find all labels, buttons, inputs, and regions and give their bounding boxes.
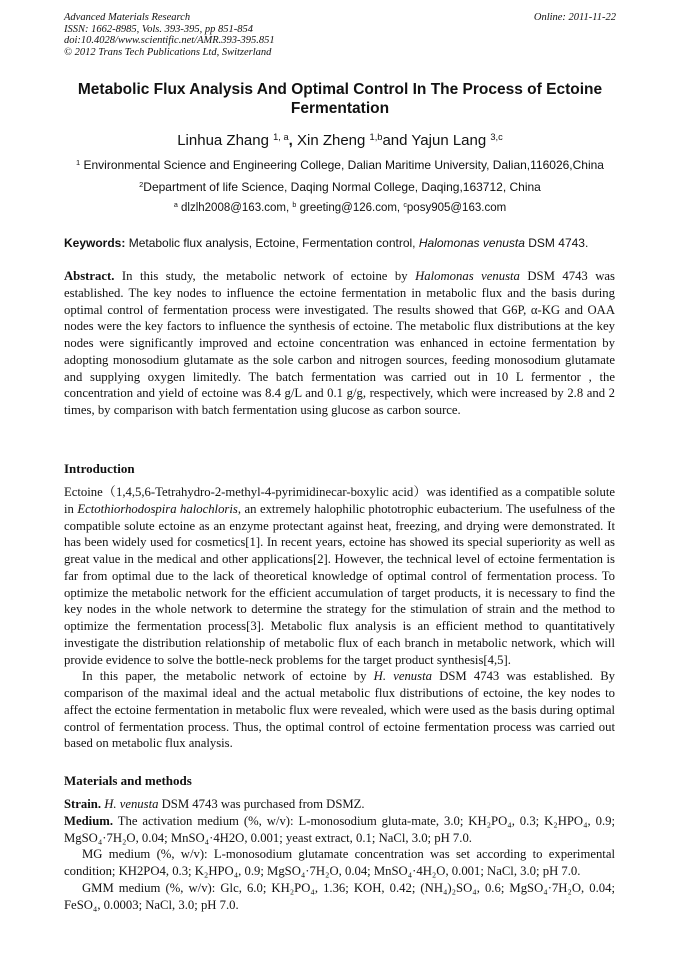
author-superscript: 1,b [369,131,383,142]
affiliation-marker: 2 [139,179,144,189]
strain-label: Strain. [64,797,102,811]
paragraph-text: The activation medium (%, w/v): L-monosodium gluta-mate, 3.0; KH₂PO₄, 0.3; K₂HPO₄, 0.9; MgSO₄·7H₂O, 0.04; MnSO₄·4H2O, 0.001; yeast extract, 0.1; NaCl, 3.0; pH 7.0. [64,813,616,845]
affiliation-1 [60,158,620,172]
abstract-paragraph [64,268,615,419]
online-date: Online: 2011-11-22 [533,12,616,23]
affiliation-marker: 1 [76,157,81,167]
email-line [60,202,620,214]
paragraph-text: In this paper, the metabolic network of ectoine by [82,669,367,684]
paragraph-text: DSM 4743 was established. By comparison of the maximal ideal and the actual metabolic flux distributions of ectoine, the key nodes to affect the ectoine fermentation in metabolic flux were revealed, which were used as the basis during optimal control of fermentation process. Thus, the optimal control of ectoine fermentation process was carried out based on metabolic flux analysis. [64,669,616,751]
species-name: Halomonas venusta [415,269,520,283]
methods-heading: Materials and methods [64,773,192,788]
author-separator: , [288,132,293,149]
email-link[interactable]: greeting@126.com, [299,202,401,214]
author-list [64,132,616,149]
author-name: Xin Zheng [292,132,366,149]
affiliation-text: Environmental Science and Engineering College, Dalian Maritime University, Dalian,116026,China [83,158,604,172]
affiliation-text: Department of life Science, Daqing Normal College, Daqing,163712, China [143,180,541,194]
mg-medium-paragraph: MG medium (%, w/v): L-monosodium glutamate concentration was set according to experimental condition; KH2PO4, 0.3; K₂HPO₄, 0.9; MgSO₄·7H₂O, 0.04; MnSO₄·4H₂O, 0.001; NaCl, 3.0; pH 7.0. [64,847,615,878]
journal-name: Advanced Materials Research [64,12,191,23]
author-superscript: 1, a [273,131,289,142]
methods-body [64,796,615,913]
introduction-paragraph [64,484,615,668]
email-marker: a [173,201,178,210]
keywords-strain: DSM 4743. [528,236,589,250]
email-link[interactable]: posy905@163.com [406,202,507,214]
keywords-label: Keywords: [64,236,126,250]
species-name: H. venusta [104,797,159,811]
introduction-body [64,484,615,752]
abstract [64,268,615,419]
issn-line: ISSN: 1662-8985, Vols. 393-395, pp 851-854 [64,23,253,35]
author-name: Linhua Zhang [177,132,269,149]
medium-paragraph [64,813,615,847]
author-conjunction: and [382,132,408,149]
abstract-text: In this study, the metabolic network of ectoine by [121,269,408,283]
abstract-text: DSM 4743 was established. The key nodes to influence the ectoine fermentation in metabolic flux and the basis during optimal control of fermentation process were investigated. The results showed that G6P, α-KG and OAA nodes were the key factors to influence the synthesis of ectoine. The metabolic flux distributions at the key nodes were significantly improved and ectoine concentration was enhanced in ectoine fermentation by adopting monosodium glutamate as the sole carbon and nitrogen sources, feeding monosodium glutamate and supplying oxygen limitedly. The batch fermentation was carried out in 10 L fermentor , the concentration and yield of ectoine was 8.4 g/L and 0.1 g/g, respectively, which were increased by 2.8 and 2 times, by comparison with batch fermentation using glucose as carbon source. [64,269,615,417]
introduction-heading: Introduction [64,461,135,476]
paragraph-text: Ectoine（1,4,5,6-Tetrahydro-2-methyl-4-pyrimidinecar-boxylic acid）was identified as a compatible solute in [64,485,615,516]
paper-title: Metabolic Flux Analysis And Optimal Control In The Process of Ectoine Fermentation [77,81,603,117]
gmm-medium-paragraph: GMM medium (%, w/v): Glc, 6.0; KH₂PO₄, 1.36; KOH, 0.42; (NH₄)₂SO₄, 0.6; MgSO₄·7H₂O, 0.04; FeSO₄, 0.0003; NaCl, 3.0; pH 7.0. [64,880,615,912]
strain-paragraph [64,796,615,813]
species-name: Ectothiorhodospira halochloris [77,501,238,516]
species-name: H. venusta [373,669,432,684]
affiliation-2 [60,180,620,194]
running-header [64,12,616,58]
abstract-label: Abstract. [64,269,115,283]
keywords-line [64,236,616,250]
email-marker: b [292,201,297,210]
doi-line: doi:10.4028/www.scientific.net/AMR.393-395.851 [64,35,275,47]
medium-label: Medium. [64,813,113,828]
author-name: Yajun Lang [411,132,487,149]
email-link[interactable]: dlzlh2008@163.com, [181,202,290,214]
author-superscript: 3,c [490,131,503,142]
keywords-species: Halomonas venusta [418,236,525,250]
copyright-line: © 2012 Trans Tech Publications Ltd, Switzerland [64,46,272,58]
keywords-text: Metabolic flux analysis, Ectoine, Fermentation control, [128,236,416,250]
email-marker: c [403,201,407,210]
paragraph-text: , an extremely halophilic phototrophic eubacterium. The usefulness of the compatible solute ectoine as an enzyme protectant against heat, freezing, and drying were demonstrated. It has been widely used for cosmetics[1]. In recent years, ectoine has showed its special superiority as well as great value in the medical and other applications[2]. However, the technical level of ectoine fermentation is far from optimal due to the lack of theoretical knowledge of optimal control of fermentation process. To optimize the metabolic network for the efficient accumulation of target products, it is necessary to find the key nodes in the whole network to determine the strategy for the stimulation of strain and the method to optimize the fermentation process[3]. Metabolic flux analysis is an efficient method to quantitatively investigate the distribution relationship of metabolic flux of each branch in metabolic network, which will provide evidence to solve the bottle-neck problems for the target product synthesis[4,5]. [64,501,615,667]
paragraph-text: DSM 4743 was purchased from DSMZ. [161,797,365,811]
introduction-paragraph [64,668,615,752]
